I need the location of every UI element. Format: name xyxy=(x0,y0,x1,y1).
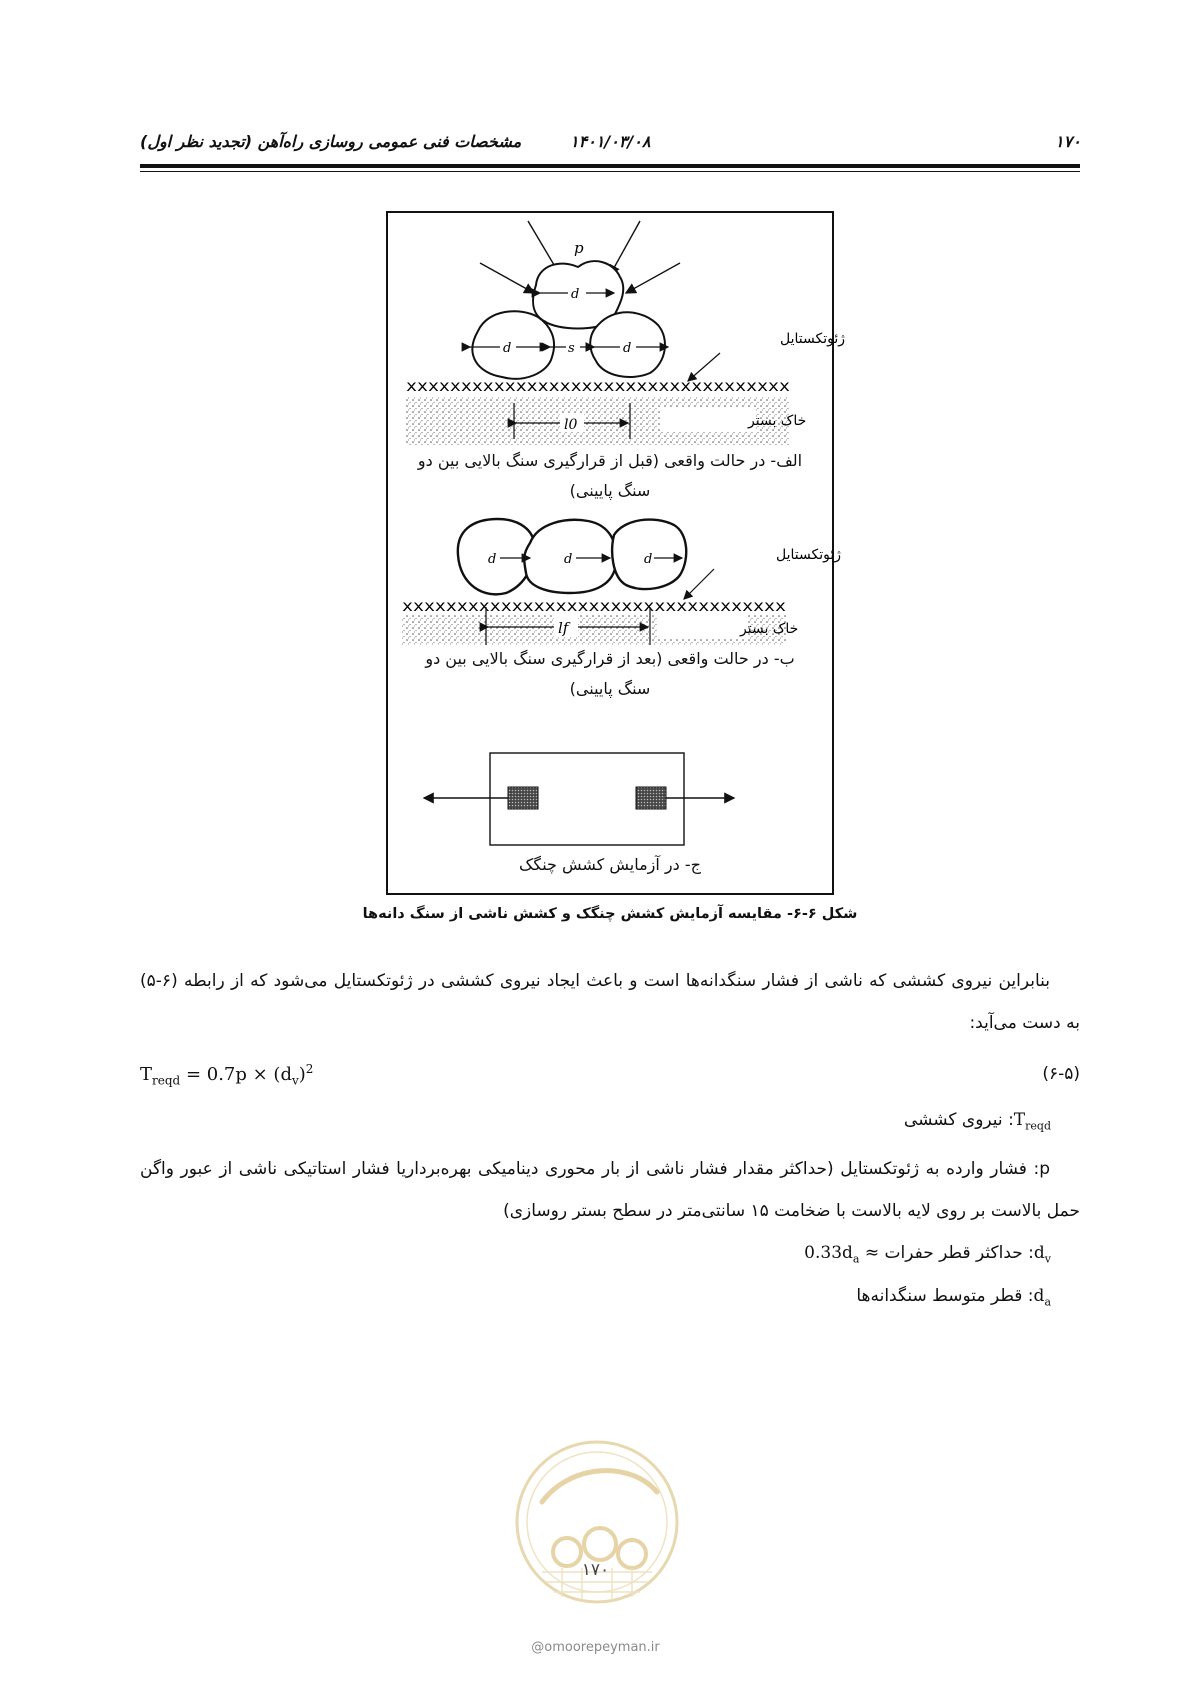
figure-frame xyxy=(386,211,845,895)
definition-p: p: فشار وارده به ژئوتکستایل (حداکثر مقدار فشار ناشی از بار محوری دینامیکی بهره‌برداریا فشار استاتیکی ناشی از عبور واگن حمل بالاست بر روی لایه بالاست با ضخامت ۱۵ سانتی‌متر در سطح بستر روسازی) xyxy=(140,1159,1080,1221)
watermark-seal xyxy=(512,1432,682,1632)
geotextile-layer-a: xxxxxxxxxxxxxxxxxxxxxxxxxxxxxxxxxxx xyxy=(406,377,790,395)
header-rule xyxy=(140,164,1080,168)
equation-number: (۶-۵) xyxy=(1042,1064,1080,1084)
geotextile-layer-b: xxxxxxxxxxxxxxxxxxxxxxxxxxxxxxxxxxx xyxy=(402,597,786,615)
part-a-caption-line1: الف- در حالت واقعی (قبل از قرارگیری سنگ بالایی بین دو xyxy=(417,451,803,470)
soil-label-a: خاک بستر xyxy=(748,413,807,429)
figure-caption: شکل ۶-۶- مقایسه آزمایش کشش چنگک و کشش ناشی از سنگ دانه‌ها xyxy=(362,906,858,922)
stones-before xyxy=(472,261,665,379)
dim-b3-d: d xyxy=(644,552,653,567)
dim-top-d: d xyxy=(571,287,580,302)
header-rule-thin xyxy=(140,171,1080,172)
part-b-caption-line2: سنگ پایینی) xyxy=(569,679,651,698)
load-label: p xyxy=(574,239,584,257)
definition-da: $d_a$: قطر متوسط سنگدانه‌ها xyxy=(856,1286,1051,1309)
part-c-caption: ج- در آزمایش کشش چنگک xyxy=(519,855,701,874)
soil-label-b: خاک بستر xyxy=(740,621,799,637)
footer-url: @omoorepeyman.ir xyxy=(531,1640,660,1655)
footer-page-number: ۱۷۰ xyxy=(581,1560,610,1580)
figure-diagram xyxy=(388,213,845,893)
right-clamp xyxy=(636,787,666,809)
dim-b2-d: d xyxy=(564,552,573,567)
length-lf: lf xyxy=(558,619,569,637)
part-a-caption-line2: سنگ پایینی) xyxy=(569,481,651,500)
left-clamp xyxy=(508,787,538,809)
definition-treqd: $T_{reqd}$: نیروی کششی xyxy=(903,1110,1051,1133)
dim-right-d: d xyxy=(623,341,632,356)
header-date: ۱۴۰۱/۰۳/۰۸ xyxy=(570,132,651,151)
header-title: مشخصات فنی عمومی روسازی راه‌آهن (تجدید نظر اول) xyxy=(140,132,522,151)
length-l0: l0 xyxy=(564,417,578,433)
dim-space-s: s xyxy=(568,341,575,356)
dim-left-d: d xyxy=(503,341,512,356)
geotextile-label-a: ژئوتکستایل xyxy=(780,331,845,347)
definition-dv: $d_v$: حداکثر قطر حفرات ≈ $0.33d_a$ xyxy=(804,1243,1051,1266)
header-page-number: ۱۷۰ xyxy=(1055,132,1081,151)
paragraph-1: بنابراین نیروی کششی که ناشی از فشار سنگدانه‌ها است و باعث ایجاد نیروی کششی در ژئوتکستایل می‌شود که از رابطه (۶-۵) به دست می‌آید: xyxy=(140,971,1080,1033)
part-b-caption-line1: ب- در حالت واقعی (بعد از قرارگیری سنگ بالایی بین دو xyxy=(425,649,795,668)
equation: $T_{reqd} = 0.7p \times (d_v)^2$ xyxy=(140,1062,314,1088)
geotextile-label-b: ژئوتکستایل xyxy=(776,547,841,563)
dim-b1-d: d xyxy=(488,552,497,567)
